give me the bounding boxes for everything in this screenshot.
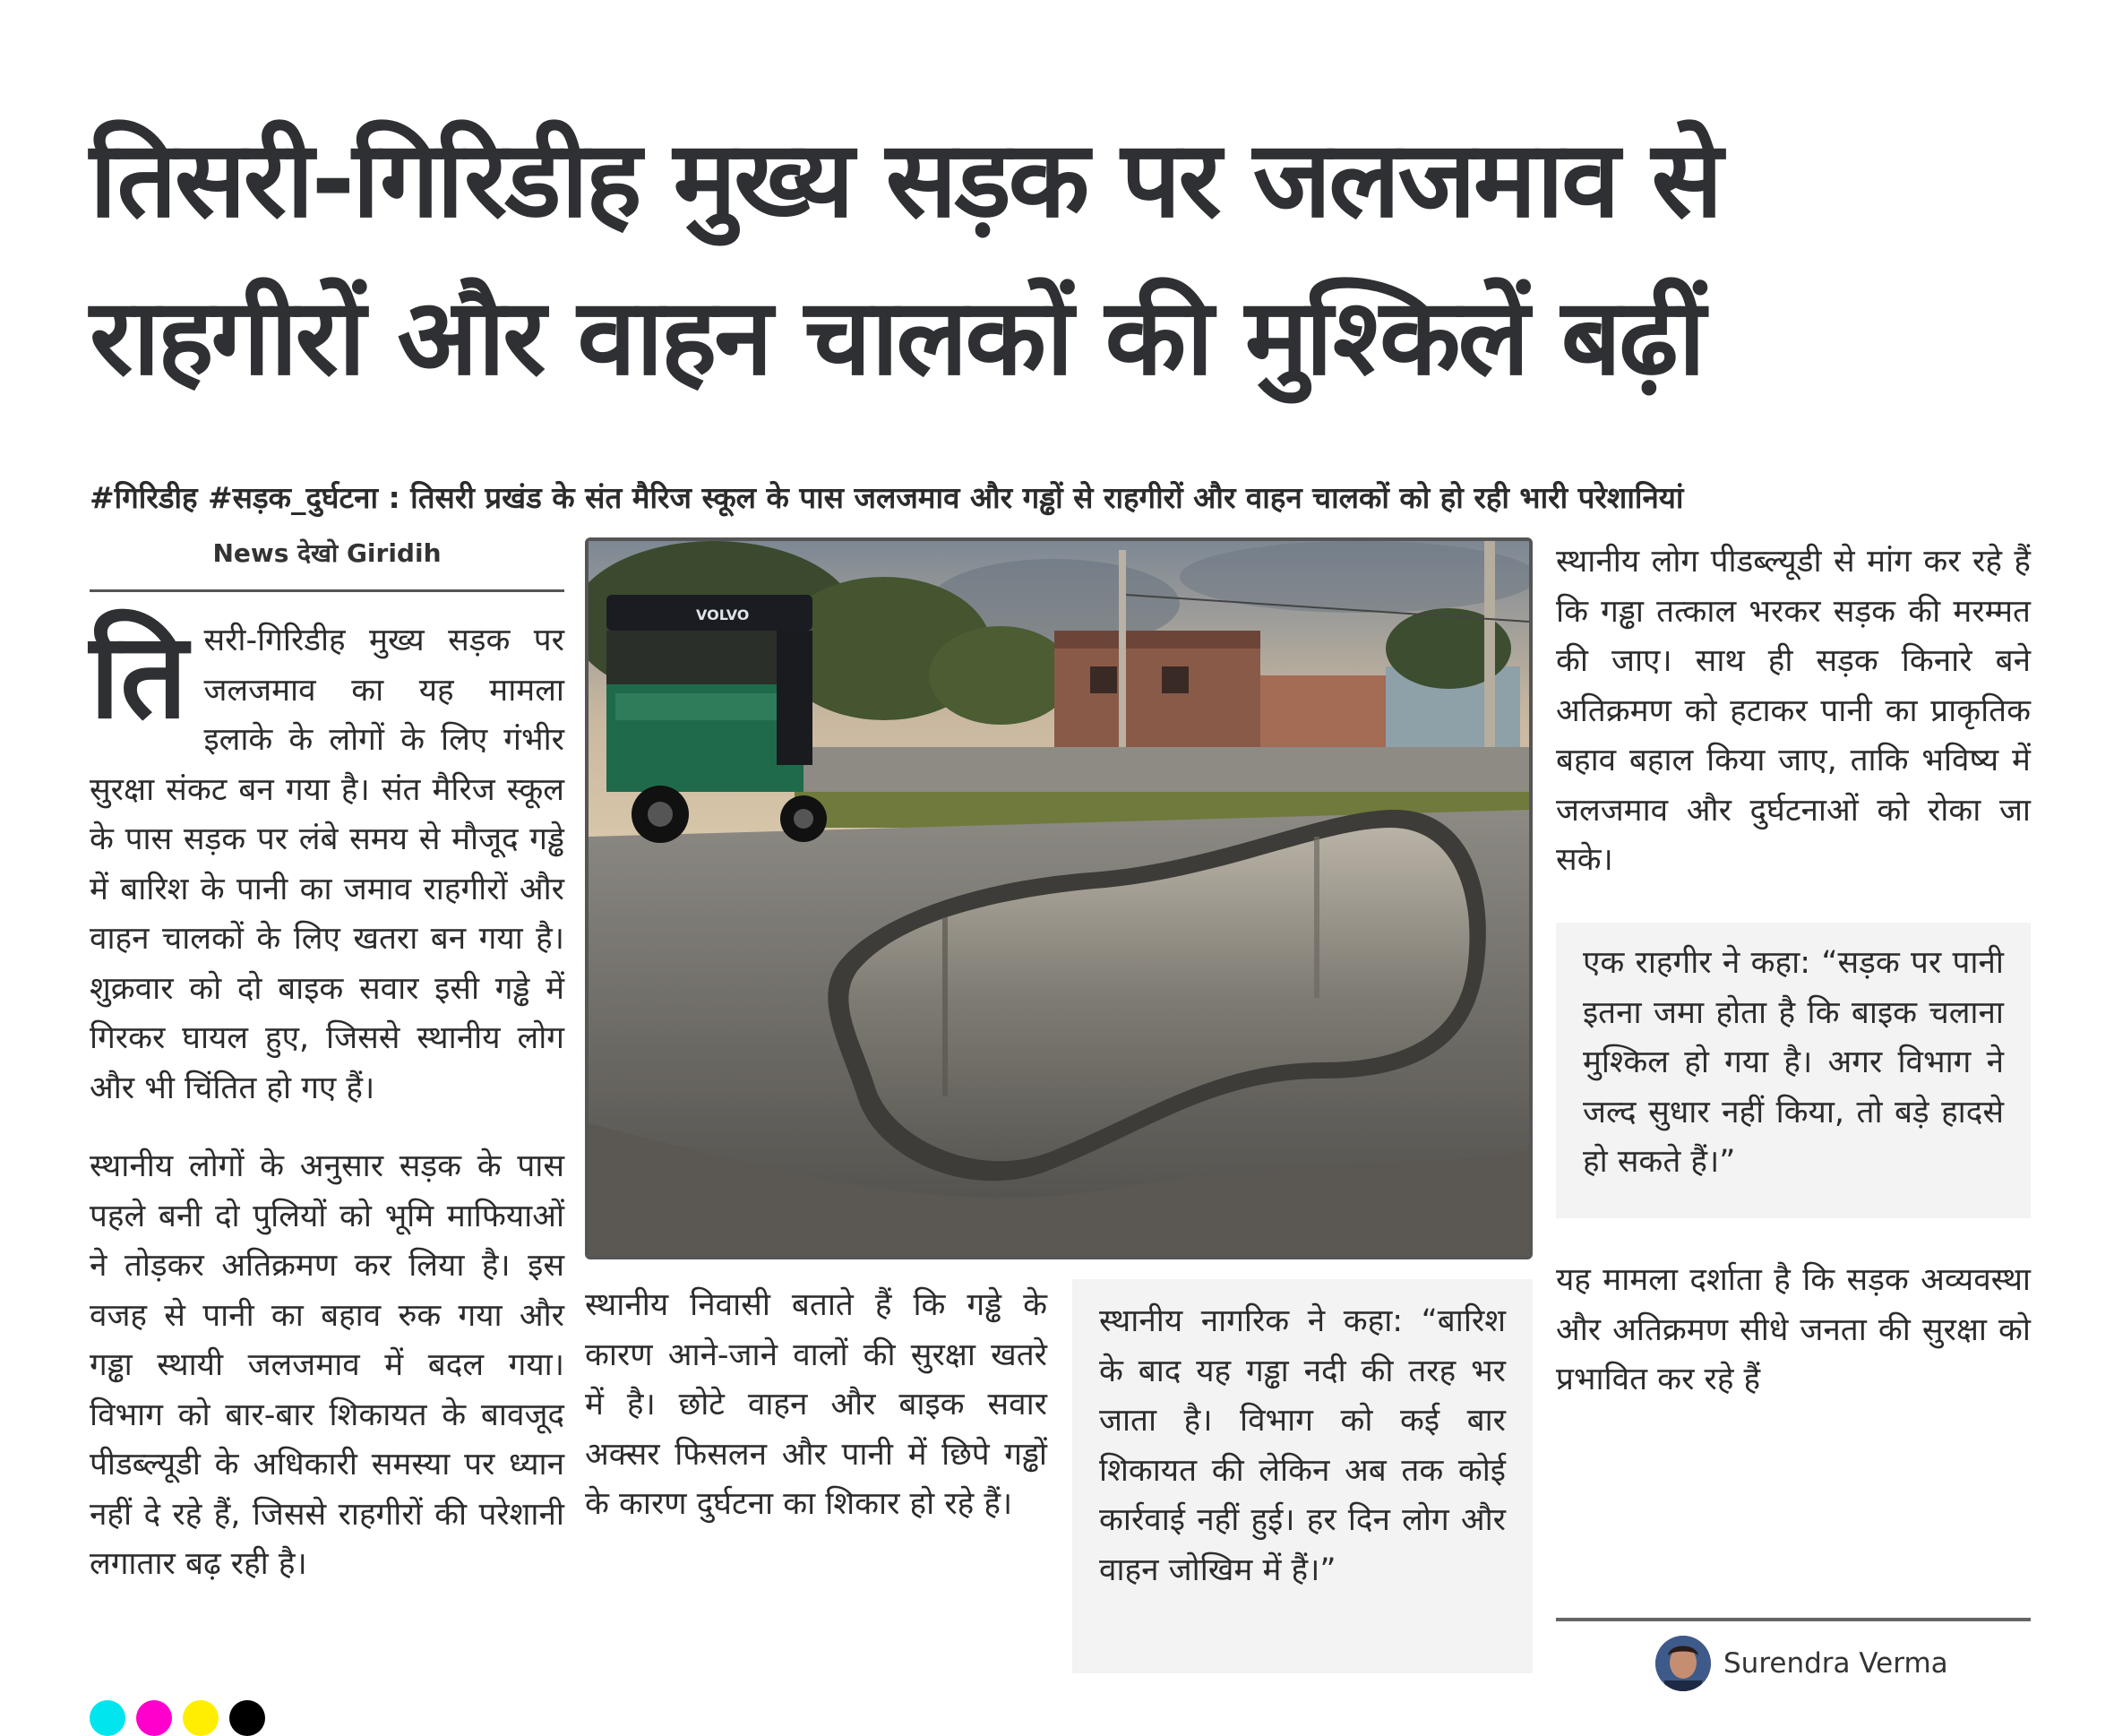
black-dot (229, 1700, 265, 1736)
byline: News देखो Giridih (212, 538, 442, 568)
article-paragraph-5: यह मामला दर्शाता है कि सड़क अव्यवस्था और अतिक्रमण सीधे जनता की सुरक्षा को प्रभावित कर रहे हैं (1556, 1262, 2031, 1397)
author-avatar-image (1655, 1636, 1711, 1691)
author-name: Surendra Verma (1723, 1647, 1948, 1680)
article-paragraph-4: स्थानीय लोग पीडब्ल्यूडी से मांग कर रहे हैं कि गड्ढा तत्काल भरकर सड़क की मरम्मत की जाए। साथ ही सड़क किनारे बने अतिक्रमण को हटाकर पानी का प्राकृतिक बहाव बहाल किया जाए, ताकि भविष्य में जलजमाव और दुर्घटनाओं को रोका जा सके। (1556, 544, 2031, 878)
author-divider (1556, 1618, 2031, 1621)
citizen-quote: स्थानीय नागरिक ने कहा: “बारिश के बाद यह गड्ढा नदी की तरह भर जाता है। विभाग को कई बार शिकायत की लेकिन अब तक कोई कार्रवाई नहीं हुई। हर दिन लोग और वाहन जोखिम में हैं।” (1099, 1303, 1506, 1588)
headline (90, 100, 2078, 416)
article-photo (585, 537, 1533, 1259)
citizen-quote-box (1072, 1279, 1533, 1673)
passerby-quote-box (1556, 923, 2031, 1218)
author-avatar (1655, 1636, 1711, 1691)
article-column-3 (1556, 537, 2031, 886)
passerby-quote: एक राहगीर ने कहा: “सड़क पर पानी इतना जमा होता है कि बाइक चलाना मुश्किल हो गया है। अगर विभाग ने जल्द सुधार नहीं किया, तो बड़े हादसे हो सकते हैं।” (1583, 945, 2004, 1180)
article-column-2 (585, 1281, 1047, 1530)
print-registration-marks (90, 1700, 276, 1736)
pothole-road-photo (589, 541, 1529, 1256)
article-column-1 (90, 607, 564, 1590)
yellow-dot (183, 1700, 219, 1736)
magenta-dot (136, 1700, 172, 1736)
article-column-3-end (1556, 1256, 2031, 1405)
cyan-dot (90, 1700, 125, 1736)
author-credit (1655, 1636, 1948, 1691)
headline-line-2: राहगीरों और वाहन चालकों की मुश्किलें बढ़ीं (90, 275, 1704, 399)
subheadline: #गिरिडीह #सड़क_दुर्घटना : तिसरी प्रखंड के संत मैरिज स्कूल के पास जलजमाव और गड्ढों से राहगीरों और वाहन चालकों को हो रही भारी परेशानियां (90, 480, 1684, 515)
drop-cap: ति (90, 607, 188, 745)
byline-divider (90, 589, 564, 592)
rickshaw-sign-text: VOLVO (696, 606, 750, 623)
article-paragraph-3: स्थानीय निवासी बताते हैं कि गड्ढे के कारण आने-जाने वालों की सुरक्षा खतरे में है। छोटे वाहन और बाइक सवार अक्सर फिसलन और पानी में छिपे गड्ढों के कारण दुर्घटना का शिकार हो रहे हैं। (585, 1287, 1047, 1522)
article-paragraph-1-text: सरी-गिरिडीह मुख्य सड़क पर जलजमाव का यह मामला इलाके के लोगों के लिए गंभीर सुरक्षा संकट बन गया है। संत मैरिज स्कूल के पास सड़क पर लंबे समय से मौजूद गड्ढे में बारिश के पानी का जमाव राहगीरों और वाहन चालकों के लिए खतरा बन गया है। शुक्रवार को दो बाइक सवार इसी गड्ढे में गिरकर घायल हुए, जिससे स्थानीय लोग और भी चिंतित हो गए हैं। (90, 623, 564, 1106)
article-paragraph-2: स्थानीय लोगों के अनुसार सड़क के पास पहले बनी दो पुलियों को भूमि माफियाओं ने तोड़कर अतिक्रमण कर लिया है। इस वजह से पानी का बहाव रुक गया और गड्ढा स्थायी जलजमाव में बदल गया। विभाग को बार-बार शिकायत के बावजूद पीडब्ल्यूडी के अधिकारी समस्या पर ध्यान नहीं दे रहे हैं, जिससे राहगीरों की परेशानी लगातार बढ़ रही है। (90, 1148, 564, 1582)
article-paragraph-1 (90, 607, 564, 1113)
headline-line-1: तिसरी-गिरिडीह मुख्य सड़क पर जलजमाव से (90, 117, 1721, 241)
